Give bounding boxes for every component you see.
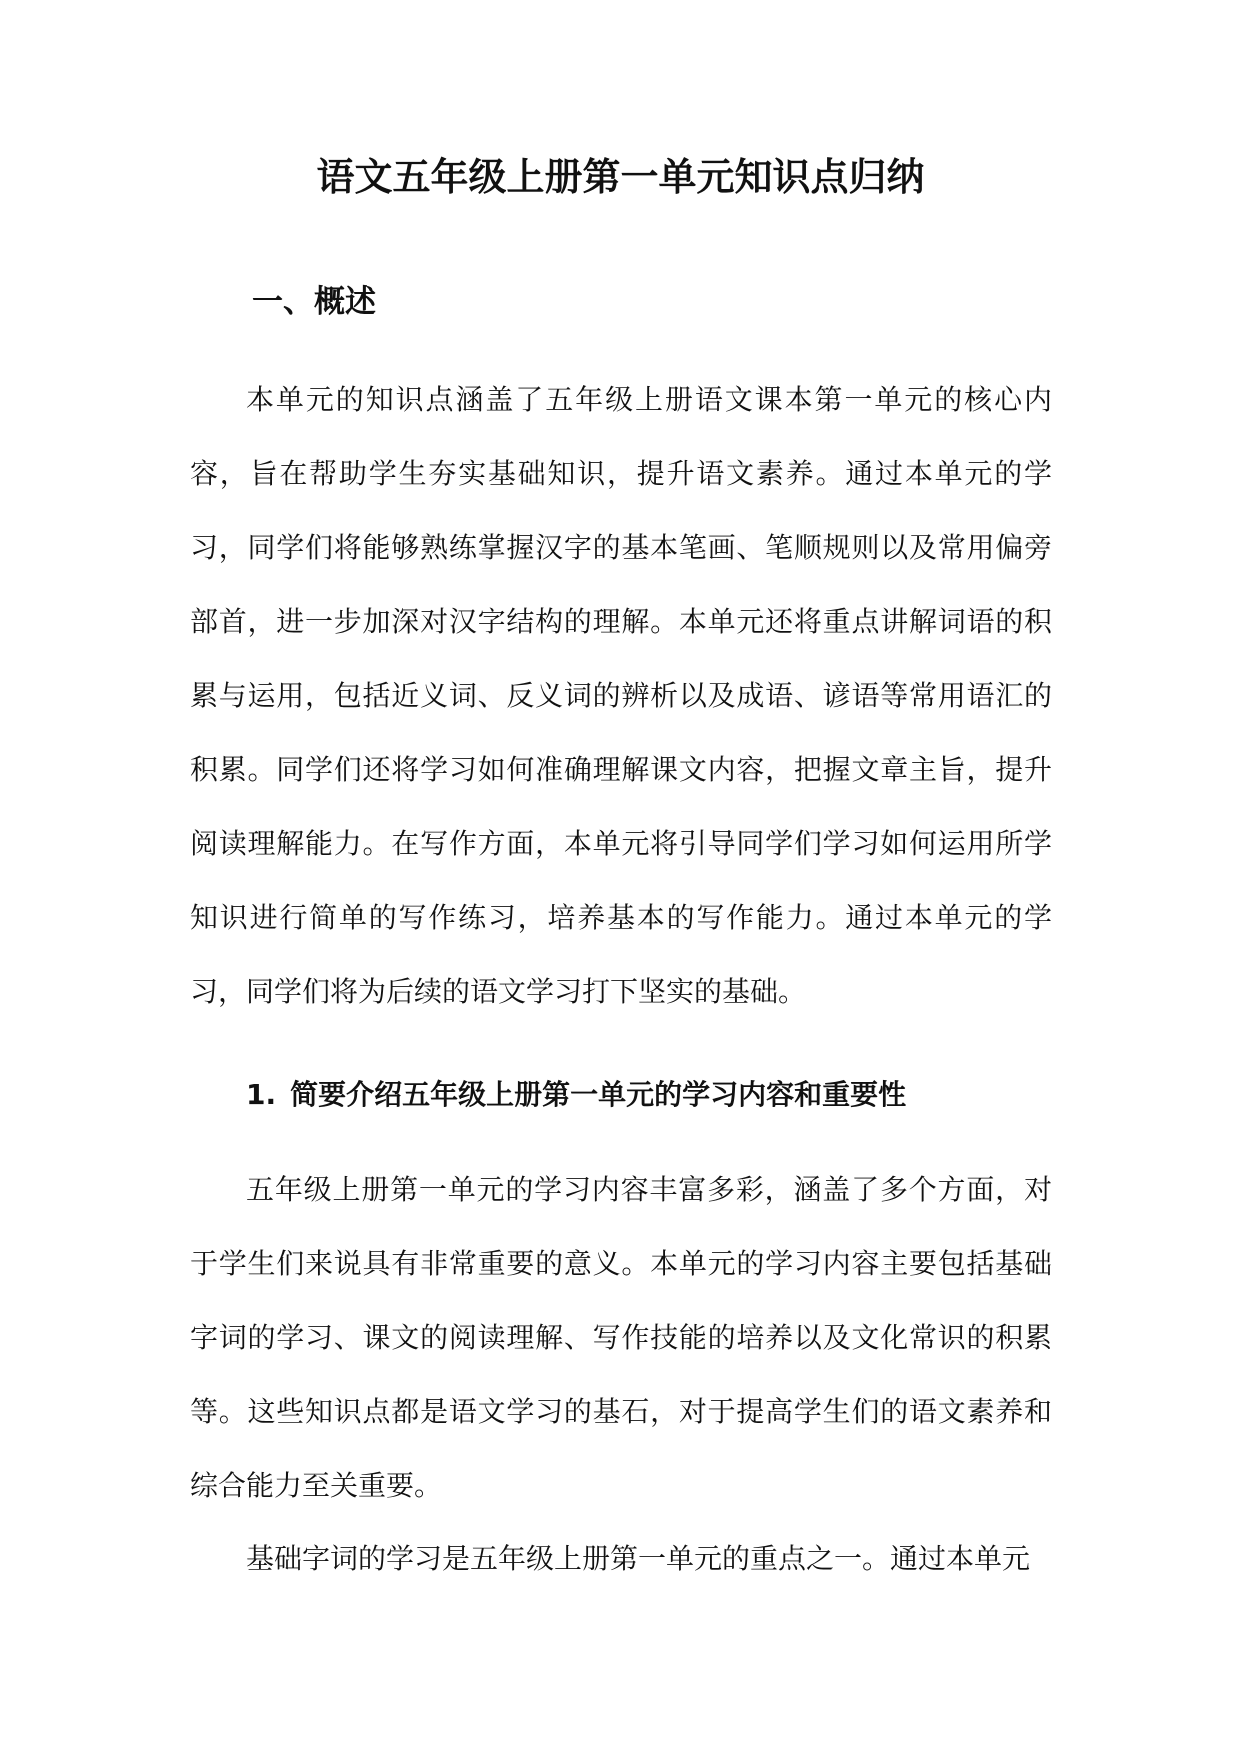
subheading-1 xyxy=(246,1075,906,1115)
paragraph-content-importance: 五年级上册第一单元的学习内容丰富多彩，涵盖了多个方面，对于学生们来说具有非常重要的意义。本单元的学习内容主要包括基础字词的学习、课文的阅读理解、写作技能的培养以及文化常识的积累等。这些知识点都是语文学习的基石，对于提高学生们的语文素养和综合能力至关重要。 xyxy=(190,1173,1052,1502)
section-heading-overview: 一、概述 xyxy=(252,284,376,320)
subheading-text: 简要介绍五年级上册第一单元的学习内容和重要性 xyxy=(290,1078,907,1111)
paragraph-overview: 本单元的知识点涵盖了五年级上册语文课本第一单元的核心内容，旨在帮助学生夯实基础知识，提升语文素养。通过本单元的学习，同学们将能够熟练掌握汉字的基本笔画、笔顺规则以及常用偏旁部首，进一步加深对汉字结构的理解。本单元还将重点讲解词语的积累与运用，包括近义词、反义词的辨析以及成语、谚语等常用语汇的积累。同学们还将学习如何准确理解课文内容，把握文章主旨，提升阅读理解能力。在写作方面，本单元将引导同学们学习如何运用所学知识进行简单的写作练习，培养基本的写作能力。通过本单元的学习，同学们将为后续的语文学习打下坚实的基础。 xyxy=(190,383,1052,1008)
subheading-number: 1. xyxy=(246,1078,277,1111)
paragraph-basic-vocabulary: 基础字词的学习是五年级上册第一单元的重点之一。通过本单元 xyxy=(246,1542,1031,1575)
document-title: 语文五年级上册第一单元知识点归纳 xyxy=(316,155,925,199)
